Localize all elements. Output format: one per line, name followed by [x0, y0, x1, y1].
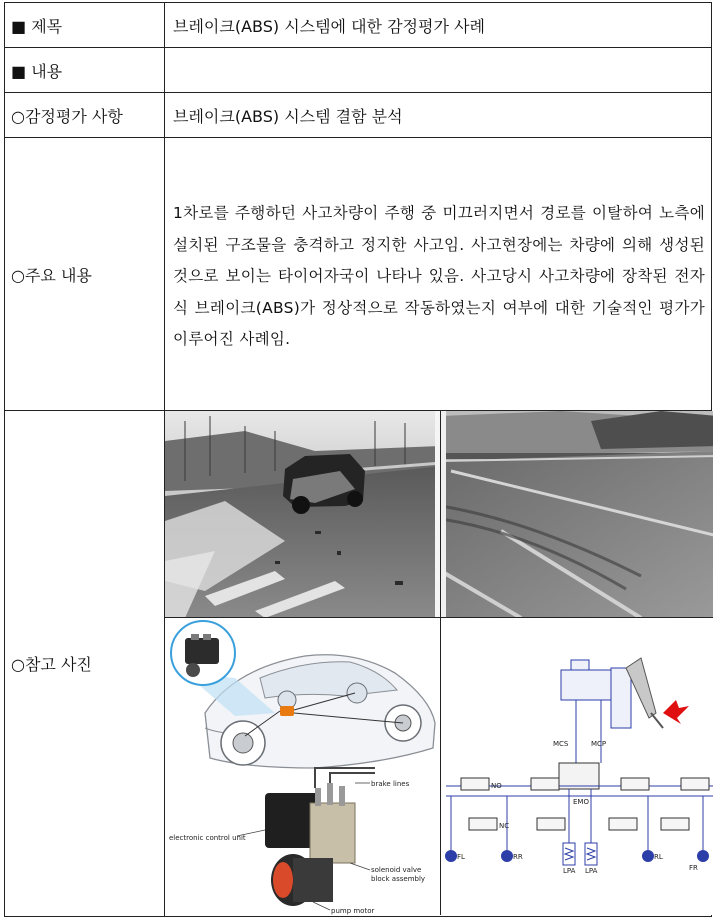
photos-label: ○참고 사진 — [5, 411, 165, 917]
mcs-label: MCS — [553, 740, 569, 748]
content-row — [5, 48, 712, 93]
abs-hydraulic-circuit — [441, 618, 713, 915]
content-value — [165, 48, 712, 93]
subject-label: ○감정평가 사항 — [5, 93, 165, 138]
solenoid-label: solenoid valve — [371, 866, 422, 874]
summary-row — [5, 138, 712, 411]
title-row — [5, 3, 712, 48]
photos-row — [5, 411, 712, 917]
wheel-fr-label: FR — [689, 864, 698, 872]
summary-cell — [165, 138, 712, 411]
wheel-rl-label: RL — [654, 853, 663, 861]
abs-car-diagram — [165, 618, 441, 915]
title-label: ■ 제목 — [5, 3, 165, 48]
title-value: 브레이크(ABS) 시스템에 대한 감정평가 사례 — [165, 3, 712, 48]
subject-value: 브레이크(ABS) 시스템 결함 분석 — [165, 93, 712, 138]
summary-text: 1차로를 주행하던 사고차량이 주행 중 미끄러지면서 경로를 이탈하여 노측에 설치된 구조물을 충격하고 정지한 사고임. 사고현장에는 차량에 의해 생성된 것으로 보이는 타이어자국이 나타나 있음. 사고당시 사고차량에 장착된 전자식 브레이크(ABS)가 정상적으로 작동하였는지 여부에 대한 기술적인 평가가 이루어진 사례임. — [173, 204, 705, 349]
emo-label: EMO — [573, 798, 589, 806]
summary-label: ○주요 내용 — [5, 138, 165, 411]
tire-marks-photo — [441, 411, 713, 618]
wheel-fl-label: FL — [457, 853, 465, 861]
mcp-label: MCP — [591, 740, 607, 748]
lpa-label-right: LPA — [585, 867, 598, 875]
pump-motor-label: pump motor — [331, 907, 375, 915]
valve-nc-label: NC — [499, 822, 510, 830]
subject-row — [5, 93, 712, 138]
photos-cell — [165, 411, 712, 917]
valve-no-label: NO — [491, 782, 502, 790]
content-label: ■ 내용 — [5, 48, 165, 93]
lpa-label-left: LPA — [563, 867, 576, 875]
brake-lines-label: brake lines — [371, 780, 410, 788]
photo-grid — [165, 411, 711, 915]
appraisal-form-table — [4, 2, 712, 917]
solenoid-label-2: block assembly — [371, 875, 426, 883]
wheel-rr-label: RR — [513, 853, 523, 861]
ecu-label: electronic control unit — [169, 834, 246, 842]
crash-scene-photo — [165, 411, 441, 618]
